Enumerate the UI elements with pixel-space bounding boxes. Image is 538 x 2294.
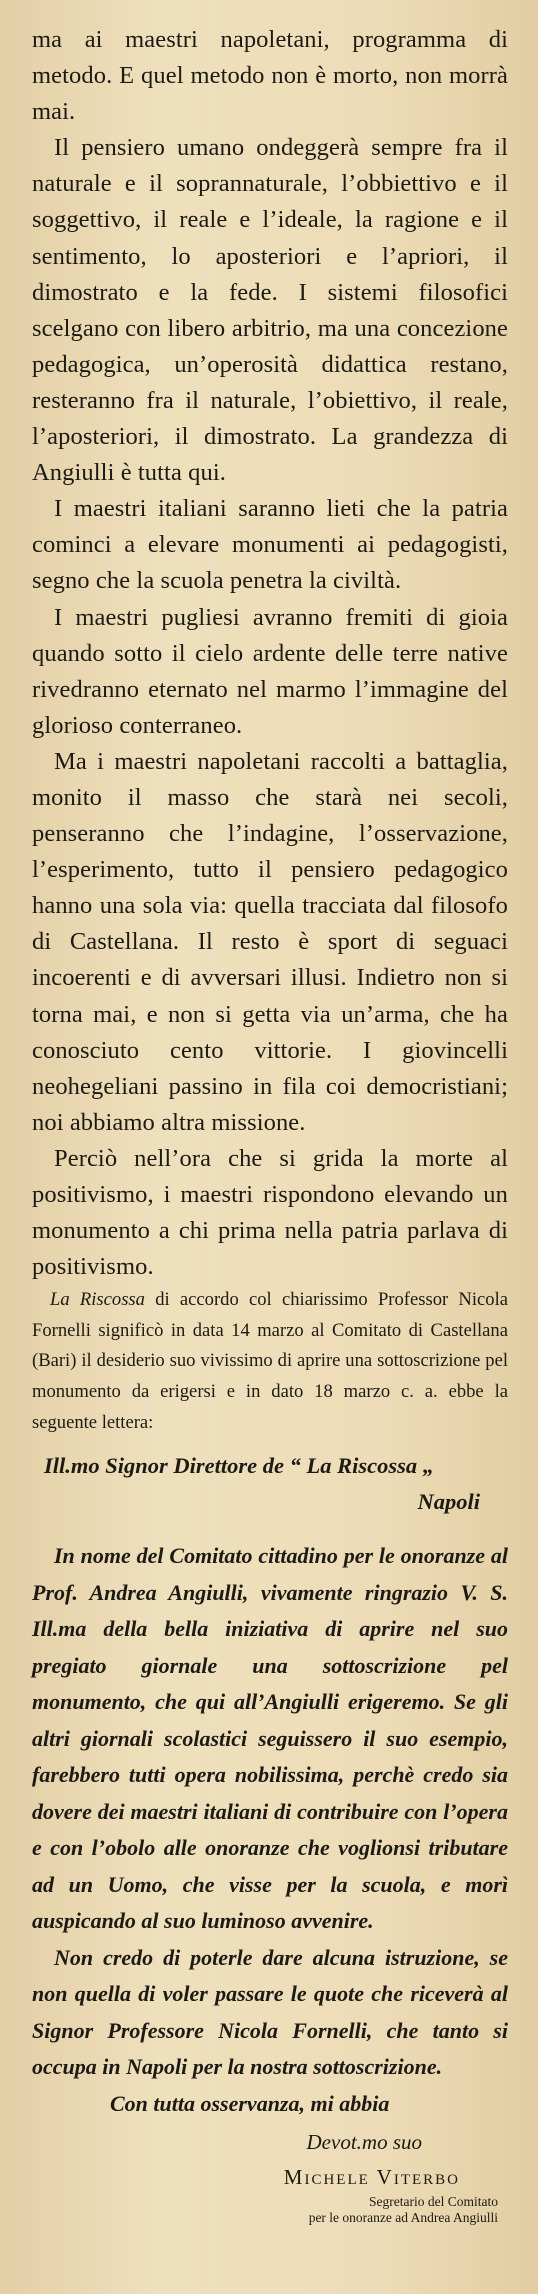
article-paragraph: I maestri pugliesi avranno fremiti di gioia quando sotto il cielo ardente delle terre native rivedranno eternato nel marmo l’immagine del glorioso conterraneo. [32, 603, 508, 739]
letter-valediction: Devot.mo suo [306, 2130, 422, 2155]
letter-salutation: Ill.mo Signor Direttore de “ La Riscossa „ [44, 1453, 435, 1479]
signer-name: Michele Viterbo [283, 2165, 460, 2190]
letter-body [32, 1538, 508, 2086]
letter [32, 1448, 508, 2122]
article-paragraph: Ma i maestri napoletani raccolti a battaglia, monito il masso che starà nei secoli, penseranno che l’indagine, l’osservazione, l’esperimento, tutto il pensiero pedagogico hanno una sola via: quella tracciata dal filosofo di Castellana. Il resto è sport di seguaci incoerenti e di avversari illusi. Indietro non si torna mai, e non si getta via un’arma, che ha conosciuto cento vittorie. I giovincelli neohegeliani passino in fila coi democristiani; noi abbiamo altra missione. [32, 747, 508, 1136]
article-body [32, 22, 508, 1285]
article-paragraph: Perciò nell’ora che si grida la morte al positivismo, i maestri rispondono elevando un monumento a chi prima nella patria parlava di positivismo. [32, 1144, 508, 1281]
letter-city: Napoli [417, 1489, 480, 1515]
article-paragraph: Il pensiero umano ondeggerà sempre fra il naturale e il soprannaturale, l’obbiettivo e il soggettivo, il reale e l’ideale, la ragione e il sentimento, lo aposteriori e l’apriori, il dimostrato e la fede. I sistemi filosofici scelgano con libero arbitrio, ma una concezione pedagogica, un’operosità didattica restano, resteranno fra il naturale, l’obiettivo, il reale, l’aposteriori, il dimostrato. La grandezza di Angiulli è tutta qui. [32, 134, 508, 487]
notice-journal-name: La Riscossa [50, 1289, 145, 1311]
article-paragraph: I maestri italiani saranno lieti che la patria cominci a elevare monumenti ai pedagogisti, segno che la scuola penetra la civiltà. [32, 495, 508, 595]
signer-role-line: per le onoranze ad Andrea Angiulli [308, 2210, 498, 2226]
notice-text: di accordo col chiarissimo Professor Nicola Fornelli significò in data 14 marzo al Comitato di Castellana (Bari) il desiderio suo vivissimo di aprire una sottoscrizione pel monumento da erigersi e in dato 18 marzo c. a. ebbe la seguente lettera: [32, 1289, 508, 1433]
signer-role-line: Segretario del Comitato [369, 2194, 498, 2210]
notice-paragraph [32, 1285, 508, 1438]
signature-block [32, 2124, 508, 2226]
letter-paragraph: In nome del Comitato cittadino per le onoranze al Prof. Andrea Angiulli, vivamente ringrazio V. S. Ill.ma della bella iniziativa di aprire nel suo pregiato giornale una sottoscrizione pel monumento, che qui all’Angiulli erigeremo. Se gli altri giornali scolastici seguissero il suo esempio, farebbero tutti opera nobilissima, perchè credo sia dovere dei maestri italiani di contribuire con l’opera e con l’obolo alle onoranze che voglionsi tributare ad un Uomo, che visse per la scuola, e morì auspicando al suo luminoso avvenire. [32, 1543, 508, 1934]
article-paragraph: ma ai maestri napoletani, programma di metodo. E quel metodo non è morto, non morrà mai. [32, 26, 508, 126]
letter-closing: Con tutta osservanza, mi abbia [110, 2090, 390, 2116]
letter-paragraph: Non credo di poterle dare alcuna istruzione, se non quella di voler passare le quote che riceverà al Signor Professore Nicola Fornelli, che tanto si occupa in Napoli per la nostra sottoscrizione. [32, 1944, 508, 2080]
